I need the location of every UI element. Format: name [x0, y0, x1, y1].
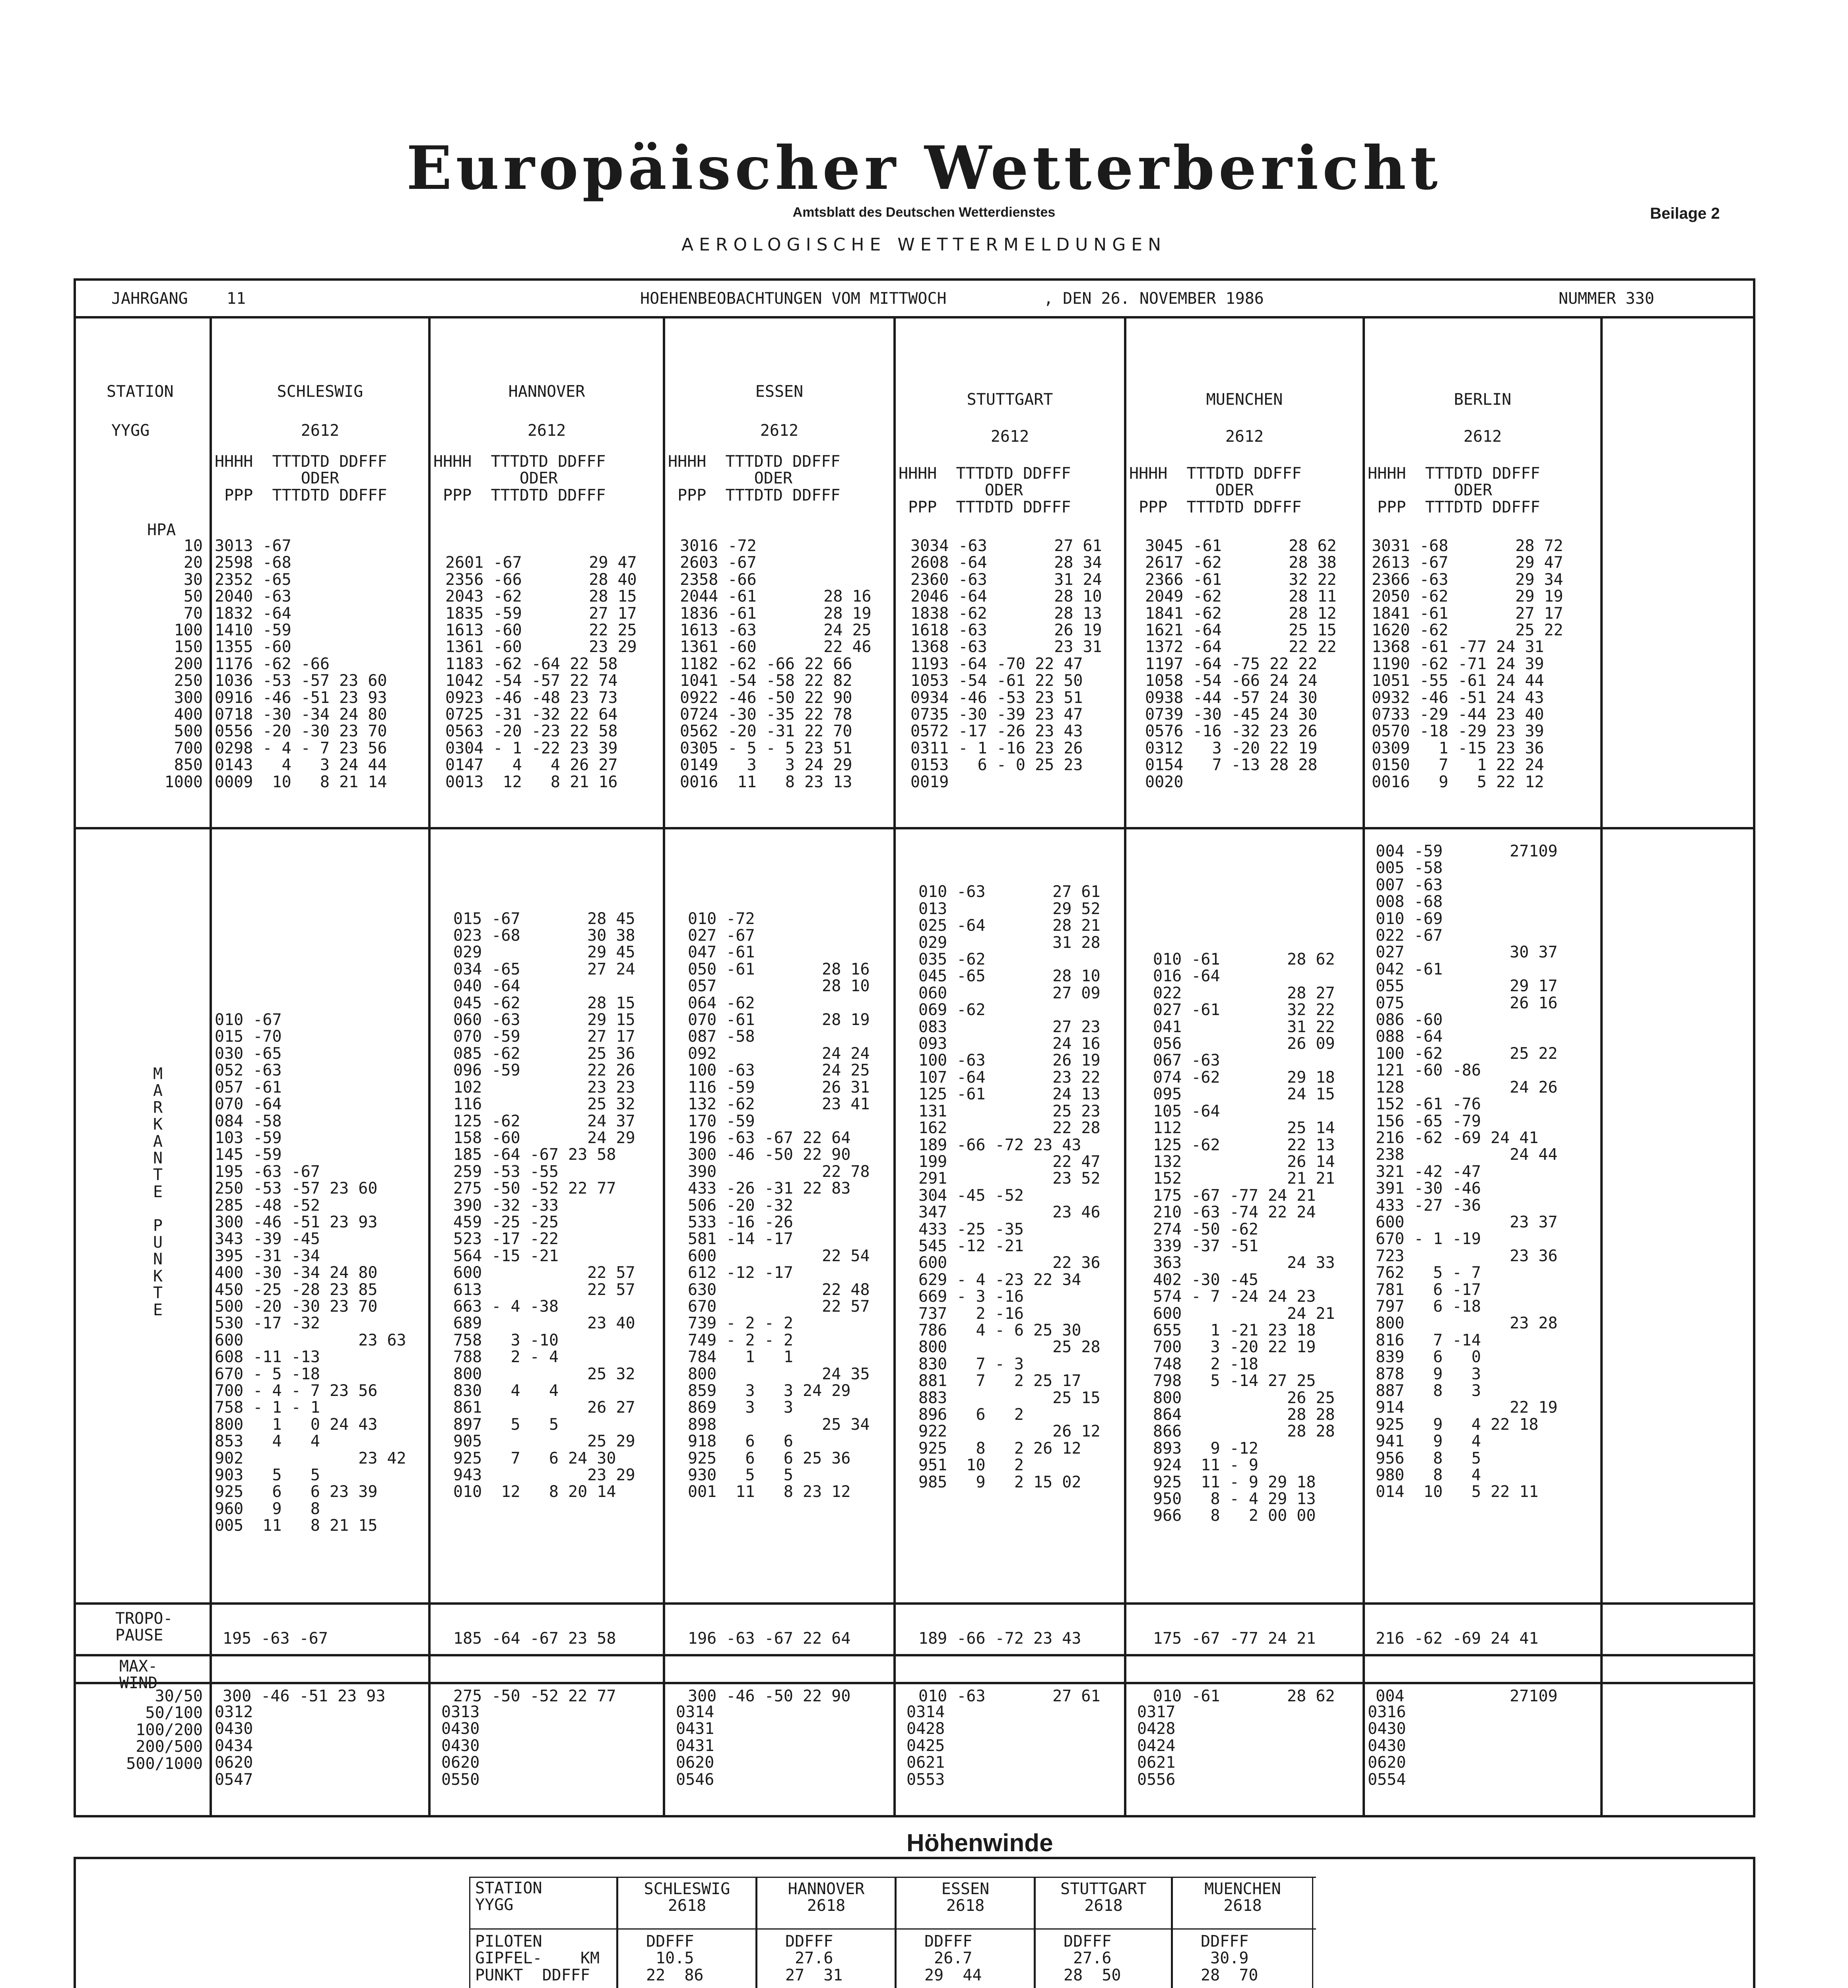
significant-points: 010 -72 027 -67 047 -61 050 -61 28 16 057 28 10 064 -62 070 -61 28 19 087 -58 092 24 24 100 -63 24 25 116 -59 26 31 132 -62 23 41 170 -59 196 -63 -67 22 64 300 -46 -50 22 90 390 22 78 433 -26 -31 22 83 506 -20 -32 533 -16 -26 581 -14 -17 600 22 54 612 -12 -17 630 22 48 670 22 57 739 - 2 - 2 749 - 2 - 2 784 1 1 800 24 35 859 3 3 24 29 869 3 3 898 25 34 918 6 6 925 6 6 25 36 930 5 5 001 11 8 23 12 [688, 909, 870, 1501]
hw-station-yygg: 2618 [946, 1897, 985, 1915]
hw-station-yygg: 2618 [1084, 1897, 1123, 1915]
wind-shear-values: 0314 0428 0425 0621 0553 [907, 1703, 945, 1789]
observation-title: HOEHENBEOBACHTUNGEN VOM MITTWOCH [640, 289, 947, 308]
hw-piloten: DDFFF 27.6 27 31 [785, 1932, 843, 1984]
significant-points: 015 -67 28 45 023 -68 30 38 029 29 45 034 -65 27 24 040 -64 045 -62 28 15 060 -63 29 15 070 -59 27 17 085 -62 25 36 096 -59 22 26 102 23 23 116 25 32 125 -62 24 37 158 -60 24 29 185 -64 -67 23 58 259 -53 -55 275 -50 -52 22 77 390 -32 -33 459 -25 -25 523 -17 -22 564 -15 -21 600 22 57 613 22 57 663 - 4 -38 689 23 40 758 3 -10 788 2 - 4 800 25 32 830 4 4 861 26 27 897 5 5 905 25 29 925 7 6 24 30 943 23 29 010 12 8 20 14 [453, 909, 635, 1501]
hw-station-yygg: 2618 [668, 1897, 707, 1915]
hw-station-yygg: 2618 [1223, 1897, 1262, 1915]
standard-levels: 3016 -72 2603 -67 2358 -66 2044 -61 28 16 1836 -61 28 19 1613 -63 24 25 1361 -60 22 46 1182 -62 -66 22 66 1041 -54 -58 22 82 0922 -46 -50 22 90 0724 -30 -35 22 78 0562 -20 -31 22 70 0305 - 5 - 5 23 51 0149 3 3 24 29 0016 11 8 23 13 [680, 537, 872, 791]
issue-number: NUMMER 330 [1559, 289, 1654, 308]
maxwind-label: MAX- WIND [119, 1657, 158, 1693]
maxwind-value: 004 27109 [1376, 1687, 1558, 1705]
standard-levels: 2601 -67 29 47 2356 -66 28 40 2043 -62 28 15 1835 -59 27 17 1613 -60 22 25 1361 -60 23 29 1183 -62 -64 22 58 1042 -54 -57 22 74 0923 -46 -48 23 73 0725 -31 -32 22 64 0563 -20 -23 22 58 0304 - 1 -22 23 39 0147 4 4 26 27 0013 12 8 21 16 [445, 553, 637, 791]
station-name: STUTTGART [967, 390, 1053, 409]
maxwind-value: 010 -61 28 62 [1153, 1687, 1335, 1705]
station-yygg: 2612 [990, 427, 1029, 446]
standard-levels: 3013 -67 2598 -68 2352 -65 2040 -63 1832 -64 1410 -59 1355 -60 1176 -62 -66 1036 -53 -57 23 60 0916 -46 -51 23 93 0718 -30 -34 24 80 0556 -20 -30 23 70 0298 - 4 - 7 23 56 0143 4 3 24 44 0009 10 8 21 14 [215, 537, 387, 791]
significant-points: 004 -59 27109 005 -58 007 -63 008 -68 010 -69 022 -67 027 30 37 042 -61 055 29 17 075 26 16 086 -60 088 -64 100 -62 25 22 121 -60 -86 128 24 26 152 -61 -76 156 -65 -79 216 -62 -69 24 41 238 24 44 321 -42 -47 391 -30 -46 433 -27 -36 600 23 37 670 - 1 -19 723 23 36 762 5 - 7 781 6 -17 797 6 -18 800 23 28 816 7 -14 839 6 0 878 9 3 887 8 3 914 22 19 925 9 4 22 18 941 9 4 956 8 5 980 8 4 014 10 5 22 11 [1376, 842, 1558, 1501]
hw-piloten: DDFFF 26.7 29 44 [924, 1932, 982, 1984]
wind-shear-values: 0317 0428 0424 0621 0556 [1137, 1703, 1176, 1789]
wind-shear-labels: 30/50 50/100 100/200 200/500 500/1000 [126, 1687, 203, 1773]
standard-levels: 3034 -63 27 61 2608 -64 28 34 2360 -63 31 24 2046 -64 28 10 1838 -62 28 13 1618 -63 26 19 1368 -63 23 31 1193 -64 -70 22 47 1053 -54 -61 22 50 0934 -46 -53 23 51 0735 -30 -39 23 47 0572 -17 -26 23 43 0311 - 1 -16 23 26 0153 6 - 0 25 23 0019 [910, 537, 1102, 791]
page-title: Europäischer Wetterbericht [406, 133, 1442, 203]
maxwind-value: 275 -50 -52 22 77 [453, 1687, 616, 1705]
tropopause-value: 185 -64 -67 23 58 [453, 1629, 616, 1648]
hw-station-name: HANNOVER [788, 1880, 865, 1898]
hw-station-name: MUENCHEN [1204, 1880, 1281, 1898]
significant-points: 010 -63 27 61 013 29 52 025 -64 28 21 029 31 28 035 -62 045 -65 28 10 060 27 09 069 -62 083 27 23 093 24 16 100 -63 26 19 107 -64 23 22 125 -61 24 13 131 25 23 162 22 28 189 -66 -72 23 43 199 22 47 291 23 52 304 -45 -52 347 23 46 433 -25 -35 545 -12 -21 600 22 36 629 - 4 -23 22 34 669 - 3 -16 737 2 -16 786 4 - 6 25 30 800 25 28 830 7 - 3 881 7 2 25 17 883 25 15 896 6 2 922 26 12 925 8 2 26 12 951 10 2 985 9 2 15 02 [918, 883, 1101, 1491]
wind-shear-values: 0314 0431 0431 0620 0546 [676, 1703, 714, 1789]
station-name: MUENCHEN [1206, 390, 1283, 409]
hw-piloten: DDFFF 30.9 28 70 [1201, 1932, 1258, 1984]
pressure-levels: 10 20 30 50 70 100 150 200 250 300 400 500 700 850 1000 [164, 537, 203, 791]
station-name: ESSEN [755, 382, 804, 401]
tropopause-value: 195 -63 -67 [223, 1629, 328, 1648]
jahrgang-label: JAHRGANG [111, 289, 188, 308]
jahrgang-value: 11 [227, 289, 246, 308]
significant-points: 010 -61 28 62 016 -64 022 28 27 027 -61 32 22 041 31 22 056 26 09 067 -63 074 -62 29 18 095 24 15 105 -64 112 25 14 125 -62 22 13 132 26 14 152 21 21 175 -67 -77 24 21 210 -63 -74 22 24 274 -50 -62 339 -37 -51 363 24 33 402 -30 -45 574 - 7 -24 24 23 600 24 21 655 1 -21 23 18 700 3 -20 22 19 748 2 -18 798 5 -14 27 25 800 26 25 864 28 28 866 28 28 893 9 -12 924 11 - 9 925 11 - 9 29 18 950 8 - 4 29 13 966 8 2 00 00 [1153, 950, 1335, 1525]
station-label: STATION [107, 382, 174, 401]
column-header: HHHH TTTDTD DDFFF ODER PPP TTTDTD DDFFF [433, 452, 606, 505]
tropopause-value: 216 -62 -69 24 41 [1376, 1629, 1539, 1648]
hw-piloten-label: PILOTEN GIPFEL- KM PUNKT DDFFF [475, 1932, 600, 1984]
hw-station-label: STATION YYGG [475, 1879, 542, 1914]
maxwind-value: 300 -46 -50 22 90 [688, 1687, 851, 1705]
station-yygg: 2612 [760, 421, 799, 440]
station-yygg: 2612 [1225, 427, 1264, 446]
station-yygg: 2612 [1463, 427, 1502, 446]
yygg-label: YYGG [111, 421, 150, 440]
hw-piloten: DDFFF 10.5 22 86 [646, 1932, 704, 1984]
hoehenwinde-title: Höhenwinde [907, 1829, 1053, 1857]
station-yygg: 2612 [527, 421, 566, 440]
column-header: HHHH TTTDTD DDFFF ODER PPP TTTDTD DDFFF [1129, 464, 1302, 516]
station-yygg: 2612 [301, 421, 340, 440]
hw-piloten: DDFFF 27.6 28 50 [1064, 1932, 1121, 1984]
significant-points: 010 -67 015 -70 030 -65 052 -63 057 -61 070 -64 084 -58 103 -59 145 -59 195 -63 -67 250 -53 -57 23 60 285 -48 -52 300 -46 -51 23 93 343 -39 -45 395 -31 -34 400 -30 -34 24 80 450 -25 -28 23 85 500 -20 -30 23 70 530 -17 -32 600 23 63 608 -11 -13 670 - 5 -18 700 - 4 - 7 23 56 758 - 1 - 1 800 1 0 24 43 853 4 4 902 23 42 903 5 5 925 6 6 23 39 960 9 8 005 11 8 21 15 [215, 1011, 406, 1535]
hw-station-name: SCHLESWIG [644, 1880, 730, 1898]
publication-subtitle: Amtsblatt des Deutschen Wetterdienstes [792, 205, 1056, 220]
column-header: HHHH TTTDTD DDFFF ODER PPP TTTDTD DDFFF [668, 452, 841, 505]
hw-station-name: STUTTGART [1060, 1880, 1147, 1898]
standard-levels: 3045 -61 28 62 2617 -62 28 38 2366 -61 32 22 2049 -62 28 11 1841 -62 28 12 1621 -64 25 15 1372 -64 22 22 1197 -64 -75 22 22 1058 -54 -66 24 24 0938 -44 -57 24 30 0739 -30 -45 24 30 0576 -16 -32 23 26 0312 3 -20 22 19 0154 7 -13 28 28 0020 [1145, 537, 1337, 791]
markante-punkte-label: M A R K A N T E P U N K T E [153, 1065, 163, 1319]
maxwind-value: 300 -46 -51 23 93 [223, 1687, 386, 1705]
maxwind-value: 010 -63 27 61 [918, 1687, 1101, 1705]
hpa-label: HPA [147, 521, 176, 539]
wind-shear-values: 0316 0430 0430 0620 0554 [1368, 1703, 1406, 1789]
tropopause-value: 175 -67 -77 24 21 [1153, 1629, 1316, 1648]
tropopause-label: TROPO- PAUSE [115, 1609, 173, 1645]
column-header: HHHH TTTDTD DDFFF ODER PPP TTTDTD DDFFF [215, 452, 387, 505]
supplement-label: Beilage 2 [1650, 205, 1720, 222]
column-header: HHHH TTTDTD DDFFF ODER PPP TTTDTD DDFFF [899, 464, 1071, 516]
hw-station-name: ESSEN [941, 1880, 990, 1898]
wind-shear-values: 0313 0430 0430 0620 0550 [441, 1703, 480, 1789]
observation-date: , DEN 26. NOVEMBER 1986 [1044, 289, 1264, 308]
hw-station-yygg: 2618 [807, 1897, 846, 1915]
standard-levels: 3031 -68 28 72 2613 -67 29 47 2366 -63 29 34 2050 -62 29 19 1841 -61 27 17 1620 -62 25 22 1368 -61 -77 24 31 1190 -62 -71 24 39 1051 -55 -61 24 44 0932 -46 -51 24 43 0733 -29 -44 23 40 0570 -18 -29 23 39 0309 1 -15 23 36 0150 7 1 22 24 0016 9 5 22 12 [1372, 537, 1563, 791]
station-name: SCHLESWIG [277, 382, 363, 401]
section-title: AEROLOGISCHE WETTERMELDUNGEN [681, 235, 1167, 255]
wind-shear-values: 0312 0430 0434 0620 0547 [215, 1703, 253, 1789]
tropopause-value: 189 -66 -72 23 43 [918, 1629, 1081, 1648]
tropopause-value: 196 -63 -67 22 64 [688, 1629, 851, 1648]
column-header: HHHH TTTDTD DDFFF ODER PPP TTTDTD DDFFF [1368, 464, 1540, 516]
station-name: BERLIN [1454, 390, 1512, 409]
station-name: HANNOVER [508, 382, 585, 401]
